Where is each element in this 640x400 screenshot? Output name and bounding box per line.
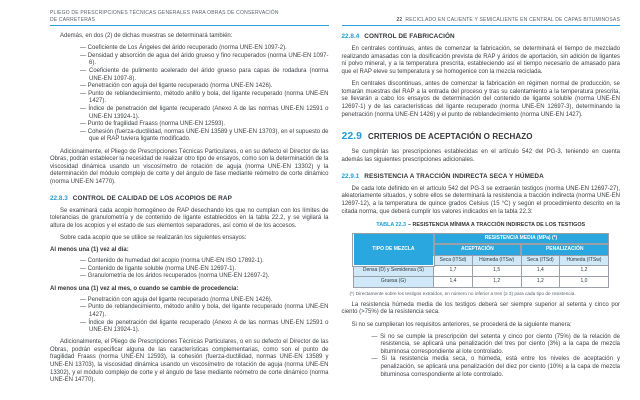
table-group-cell: ACEPTACIÓN	[434, 244, 521, 255]
section-number: 22.9	[341, 130, 362, 143]
section-number: 22.9.1	[341, 172, 360, 180]
table-caption	[342, 222, 621, 229]
paragraph: Además, en dos (2) de dichas muestras se determinará también:	[60, 33, 233, 39]
section-number: 22.8.4	[341, 33, 360, 40]
table-footnote: (*) Directamente sobre los testigos extraídos, en número no inferior a tres (≥ 3) para cada tipo de resistencia.	[349, 290, 576, 296]
table-value-cell: 1,2	[521, 277, 560, 288]
bullet-item: — Coeficiente de Los Ángeles del árido recuperado (norma UNE-EN 1097-2).	[80, 45, 329, 53]
paragraph: Se cumplirán las prescripciones establecidas en el artículo 542 del PG-3, teniendo en cuenta además las siguientes prescripciones adicionales.	[341, 149, 620, 164]
table-value-cell: 1,5	[472, 266, 521, 277]
bullet-item: — Coeficiente de pulimento acelerado del árido grueso para capas de rodadura (norma UNE-EN 1097-8).	[80, 68, 329, 83]
bullet-item: — Punto de fragilidad Fraass (norma UNE-EN 12593).	[80, 121, 329, 129]
resistance-table	[353, 233, 609, 288]
paragraph: Sobre cada acopio que se utilice se realizarán los siguientes ensayos:	[60, 235, 247, 242]
section-heading	[342, 130, 621, 143]
paragraph: La resistencia húmeda media de los testigos deberá ser siempre superior al setenta y cinco por ciento (>75%) de la resistencia seca.	[341, 301, 620, 316]
right-column	[342, 33, 621, 389]
table-value-cell: 1,0	[560, 277, 609, 288]
table-value-cell: 1,4	[434, 277, 473, 288]
emphasis-label: Al menos una (1) vez al día:	[50, 247, 129, 254]
paragraph: En centrales continuas, antes de comenzar la fabricación, se determinará el tiempo de mezclado realizando amasadas con la dosificación prevista de RAP y áridos de aportación, sin adición de ligantes ni polvo mineral, y a la temperatura prescrita, estableciendo así el tiempo necesario de amasado para que el RAP eleve su temperatura y se homogenice con la mezcla reciclada.	[341, 46, 620, 75]
table-caption-number: TABLA 22.3	[376, 222, 407, 229]
bullet-list	[50, 258, 329, 281]
running-head-right	[342, 10, 621, 26]
paragraph: De cada lote definido en el artículo 542 del PG-3 se extraerán testigos (norma UNE-EN 12697-27), aleatoriamente situados, y sobre ellos se determinará la resistencia a tracción indirecta (norma UNE-EN 12697-12), a la temperatura de quince grados Celsius (15 °C) y según el procedimiento descrito en la citada norma, que deberá cumplir los valores indicados en la tabla 22.3:	[341, 185, 620, 215]
bullet-item: — Punto de reblandecimiento, método anillo y bola, del ligante recuperado (norma UNE-EN 1427).	[80, 304, 329, 319]
bullet-item: — Índice de penetración del ligante recuperado (Anexo A de las normas UNE-EN 12591 o UNE-EN 13924-1).	[80, 320, 329, 335]
table-row	[353, 266, 608, 277]
table-subheader-cell: Seca (ITSd)	[434, 255, 473, 266]
bullet-item: — Índice de penetración del ligante recuperado (Anexo A de las normas UNE-EN 12591 o UNE-EN 13924-1).	[80, 106, 329, 121]
section-heading	[342, 173, 621, 181]
table-caption-title: – RESISTENCIA MÍNIMA A TRACCIÓN INDIRECTA DE LOS TESTIGOS	[408, 222, 586, 229]
table-value-cell: 1,7	[434, 266, 473, 277]
paragraph: Se examinará cada acopio homogéneo de RAP desechando los que no cumplan con los límites de tolerancias de granulometría y de contenido de ligante establecidos en la tabla 22.2, y se vigilará la altura de los acopios y el estado de sus elementos separadores, así como el de los accesos.	[50, 207, 329, 229]
paragraph: En centrales discontinuas, antes de comenzar la fabricación en régimen normal de producción, se tomarán muestras del RAP a la entrada del proceso y tras su calentamiento a la temperatura prescrita, se llevarán a cabo los ensayos de determinación del contenido de ligante soluble (norma UNE-EN 12697-1) y de las características del ligante recuperado (norma UNE-EN 12697-3), determinando la penetración (norma UNE-EN 1426) y el punto de reblandecimiento (norma UNE-EN 1427).	[341, 81, 620, 118]
table-header-cell: RESISTENCIA MEDIA (MPa) (*)	[434, 234, 609, 245]
section-title: CONTROL DE FABRICACIÓN	[364, 33, 455, 40]
running-head	[0, 0, 640, 26]
table-group-cell: PENALIZACIÓN	[521, 244, 608, 255]
table-value-cell: 1,2	[560, 266, 609, 277]
emphasis-label: Al menos una (1) vez al mes, o cuando se cambie de procedencia:	[50, 285, 239, 292]
bullet-item: — Si no se cumple la prescripción del setenta y cinco por ciento (75%) de la relación de resistencia, se aplicará una penalización del tres por ciento (3%) a la capa de mezcla bituminosa correspondiente al lote controlado.	[372, 334, 621, 357]
table-subheader-cell: Húmeda (ITSw)	[472, 255, 521, 266]
bullet-item: — Densidad y absorción de agua del árido grueso y fino recuperados (norma UNE-EN 1097-6).	[80, 53, 329, 68]
section-title: CONTROL DE CALIDAD DE LOS ACOPIOS DE RAP	[72, 194, 232, 202]
chapter-title: RECICLADO EN CALIENTE Y SEMICALIENTE EN CENTRAL DE CAPAS BITUMINOSAS	[405, 16, 620, 23]
table-row	[353, 277, 608, 288]
paragraph: Adicionalmente, el Pliego de Prescripciones Técnicas Particulares, o en su defecto el Director de las Obras, podrán establecer la necesidad de realizar otro tipo de ensayos, como son la determinación de la viscosidad dinámica usando un viscosímetro de rotación de aguja (norma UNE-EN 13302) y la determinación del módulo complejo de corte y del ángulo de fase mediante reómetro de corte dinámico (norma UNE-EN 14770).	[50, 148, 329, 185]
table-row-label: Gruesa (G)	[353, 277, 434, 288]
section-heading	[342, 33, 621, 41]
bullet-item: — Punto de reblandecimiento, método anillo y bola, del ligante recuperado (norma UNE-EN 1427).	[80, 91, 329, 106]
bullet-item: — Si la resistencia media seca, o húmeda, está entre los niveles de aceptación y penalización, se aplicará una penalización del diez por ciento (10%) a la capa de mezcla bituminosa correspondiente al lote controlado.	[372, 356, 621, 379]
table-corner-cell: TIPO DE MEZCLA	[353, 234, 434, 266]
running-head-left	[50, 10, 329, 26]
running-head-left-line2: DE CARRETERAS	[50, 16, 96, 23]
bullet-item: — Cohesión (fuerza-ductilidad, normas UNE-EN 13589 y UNE-EN 13703), en el supuesto de que el RAP tuviera ligante modificado.	[80, 129, 329, 144]
bullet-list	[342, 334, 621, 380]
table-value-cell: 1,4	[521, 266, 560, 277]
bullet-item: — Penetración con aguja del ligante recuperado (norma UNE-EN 1426).	[80, 297, 329, 305]
section-title: RESISTENCIA A TRACCIÓN INDIRECTA SECA Y HÚMEDA	[364, 172, 544, 180]
paragraph: Adicionalmente, el Pliego de Prescripciones Técnicas Particulares, o en su defecto el Director de las Obras, podrán especificar alguna de las características complementarias, como son el punto de fragilidad Fraass (norma UNE-EN 12593), la cohesión (fuerza-ductilidad, normas UNE-EN 13589 y UNE-EN 13703), la viscosidad dinámica usando un viscosímetro de rotación de aguja (norma UNE-EN 13302), y el módulo complejo de corte y el ángulo de fase mediante reómetro de corte dinámico (norma UNE-EN 14770).	[50, 339, 329, 384]
bullet-item: — Penetración con aguja del ligante recuperado (norma UNE-EN 1426).	[80, 83, 329, 91]
left-column	[50, 33, 329, 389]
bullet-item: — Granulometría de los áridos recuperados (norma UNE-EN 12697-2).	[80, 273, 329, 281]
section-number: 22.8.3	[50, 194, 68, 202]
table-row-label: Densa (D) y Semidensa (S)	[353, 266, 434, 277]
paragraph: Si no se cumplieran los requisitos anteriores, se procederá de la siguiente manera:	[351, 321, 572, 328]
bullet-list	[50, 297, 329, 335]
running-head-left-line1: PLIEGO DE PRESCRIPCIONES TÉCNICAS GENERALES PARA OBRAS DE CONSERVACIÓN	[50, 10, 279, 16]
table-subheader-cell: Seca (ITSd)	[521, 255, 560, 266]
chapter-number: 22	[396, 16, 403, 23]
bullet-item: — Contenido de humedad del acopio (norma UNE-EN ISO 17892-1).	[80, 258, 329, 266]
section-heading	[50, 195, 329, 203]
page-body	[0, 26, 640, 389]
table-value-cell: 1,2	[472, 277, 521, 288]
bullet-item: — Contenido de ligante soluble (norma UNE-EN 12697-1).	[80, 266, 329, 274]
bullet-list	[50, 45, 329, 144]
section-title: CRITERIOS DE ACEPTACIÓN O RECHAZO	[367, 132, 533, 142]
table-subheader-cell: Húmeda (ITSw)	[560, 255, 609, 266]
